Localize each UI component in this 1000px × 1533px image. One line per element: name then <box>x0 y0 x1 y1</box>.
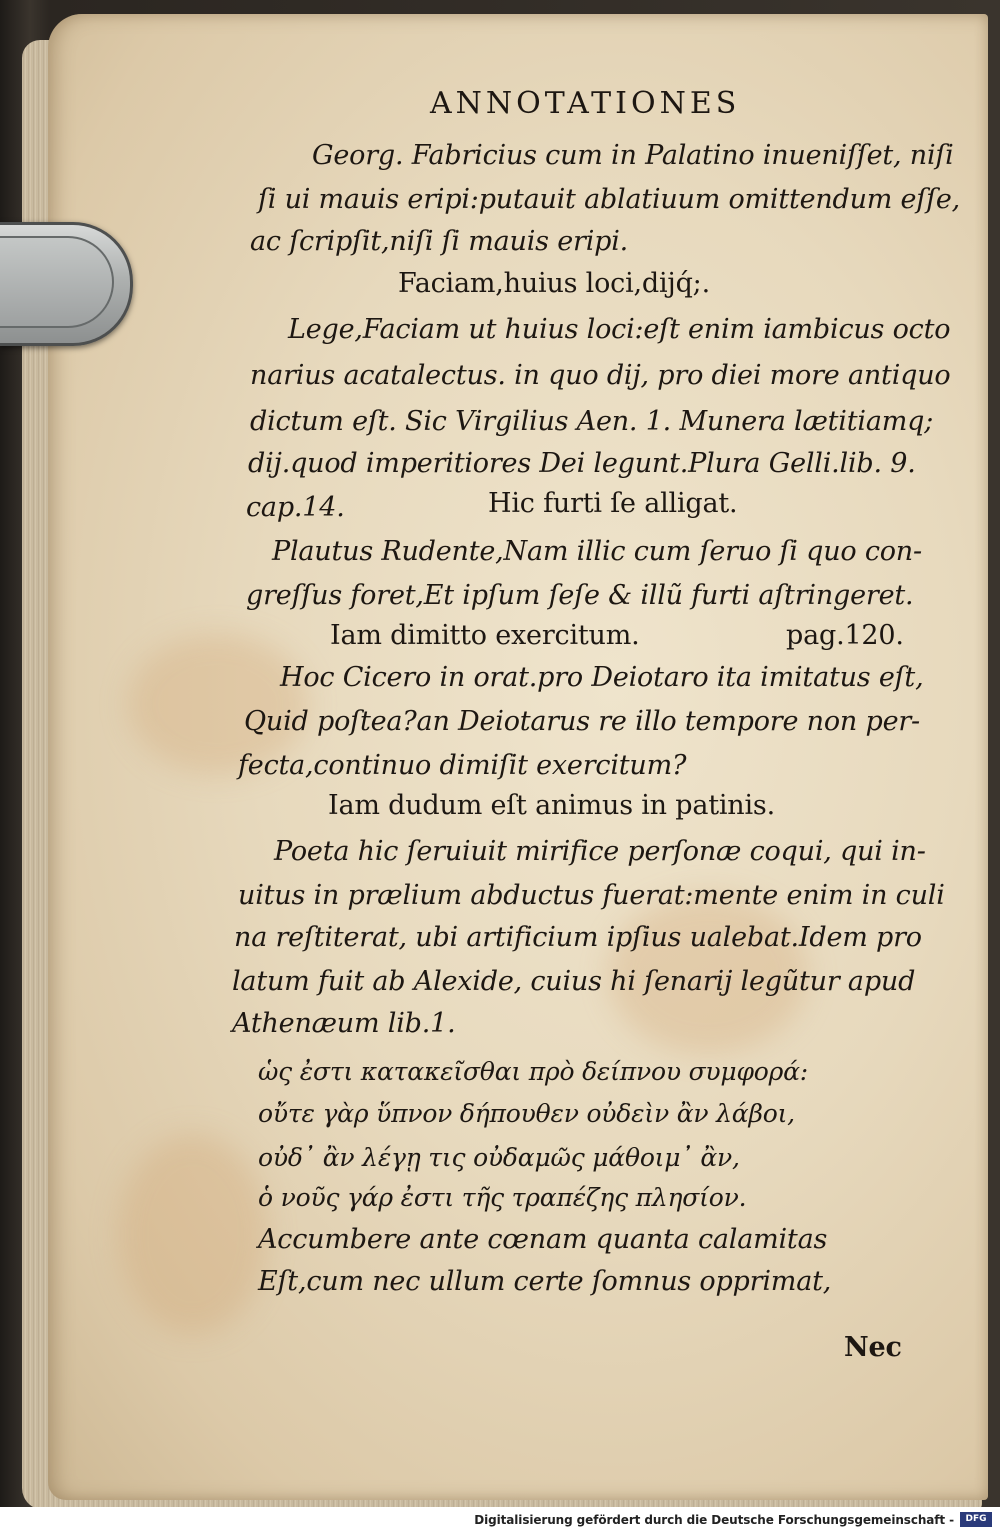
text-line: narius acatalectus. in quo dij, pro diei more antiquo <box>250 360 951 391</box>
greek-verse-line: οὔτε γὰρ ὕπνον δήπουθεν οὐδεὶν ἂν λάβοι, <box>258 1099 795 1128</box>
section-lemma: Hic furti ſe alligat. <box>488 488 738 519</box>
greek-verse-line: ὡς ἐστι κατακεῖσθαι πρὸ δείπνου συμφορά: <box>258 1057 809 1086</box>
page-clip-inner <box>0 236 114 328</box>
funding-credit: Digitalisierung gefördert durch die Deutsche Forschungsgemeinschaft - <box>474 1513 954 1527</box>
text-line: fecta,continuo dimiſit exercitum? <box>238 750 687 781</box>
greek-verse-line: οὐδ᾽ ἂν λέγῃ τις οὐδαμῶς μάθοιμ᾽ ἂν, <box>258 1143 740 1172</box>
running-header: ANNOTATIONES <box>430 86 741 121</box>
text-line: uitus in prælium abductus fuerat:mente enim in culi <box>238 880 945 911</box>
section-lemma: Faciam,huius loci,dijq́;. <box>398 268 710 299</box>
section-lemma: Iam dudum eſt animus in patinis. <box>328 790 775 821</box>
text-line: latum fuit ab Alexide, cuius hi ſenarij legũtur apud <box>232 966 916 997</box>
latin-verse-line: Accumbere ante cœnam quanta calamitas <box>258 1224 828 1255</box>
latin-verse-line: Eſt,cum nec ullum certe ſomnus opprimat, <box>258 1266 832 1297</box>
text-line: na reſtiterat, ubi artificium ipſius ualebat.Idem pro <box>234 922 922 953</box>
section-lemma: Iam dimitto exercitum. <box>330 620 640 651</box>
page-reference: pag.120. <box>786 620 904 651</box>
catchword: Nec <box>844 1332 902 1363</box>
text-line: Quid poſtea?an Deiotarus re illo tempore non per- <box>244 706 920 737</box>
text-line: cap.14. <box>246 492 345 523</box>
greek-verse-line: ὁ νοῦς γάρ ἐστι τῆς τραπέζης πλησίον. <box>258 1183 747 1212</box>
text-line: Lege,Faciam ut huius loci:eſt enim iambicus octo <box>288 314 951 345</box>
paper-stain <box>118 1134 268 1334</box>
text-line: Poeta hic ſeruiuit mirifice perſonæ coqui, qui in- <box>274 836 926 867</box>
text-line: Athenæum lib.1. <box>232 1008 456 1039</box>
digitization-footer <box>0 1507 1000 1533</box>
text-line: ac ſcripſit,niſi ſi mauis eripi. <box>250 226 629 257</box>
text-line: dictum eſt. Sic Virgilius Aen. 1. Munera lætitiamq; <box>250 406 934 437</box>
text-line: greſſus foret,Et ipſum ſeſe & illũ furti aſtringeret. <box>246 580 914 611</box>
text-line: ſi ui mauis eripi:putauit ablatiuum omittendum eſſe, <box>258 184 961 215</box>
dfg-logo-icon: DFG <box>960 1512 992 1527</box>
text-line: Hoc Cicero in orat.pro Deiotaro ita imitatus eſt, <box>280 662 924 693</box>
text-line: Plautus Rudente,Nam illic cum ſeruo ſi quo con- <box>272 536 922 567</box>
text-line: Georg. Fabricius cum in Palatino inueniſſet, niſi <box>312 140 954 171</box>
text-line: dij.quod imperitiores Dei legunt.Plura Gelli.lib. 9. <box>248 448 916 479</box>
